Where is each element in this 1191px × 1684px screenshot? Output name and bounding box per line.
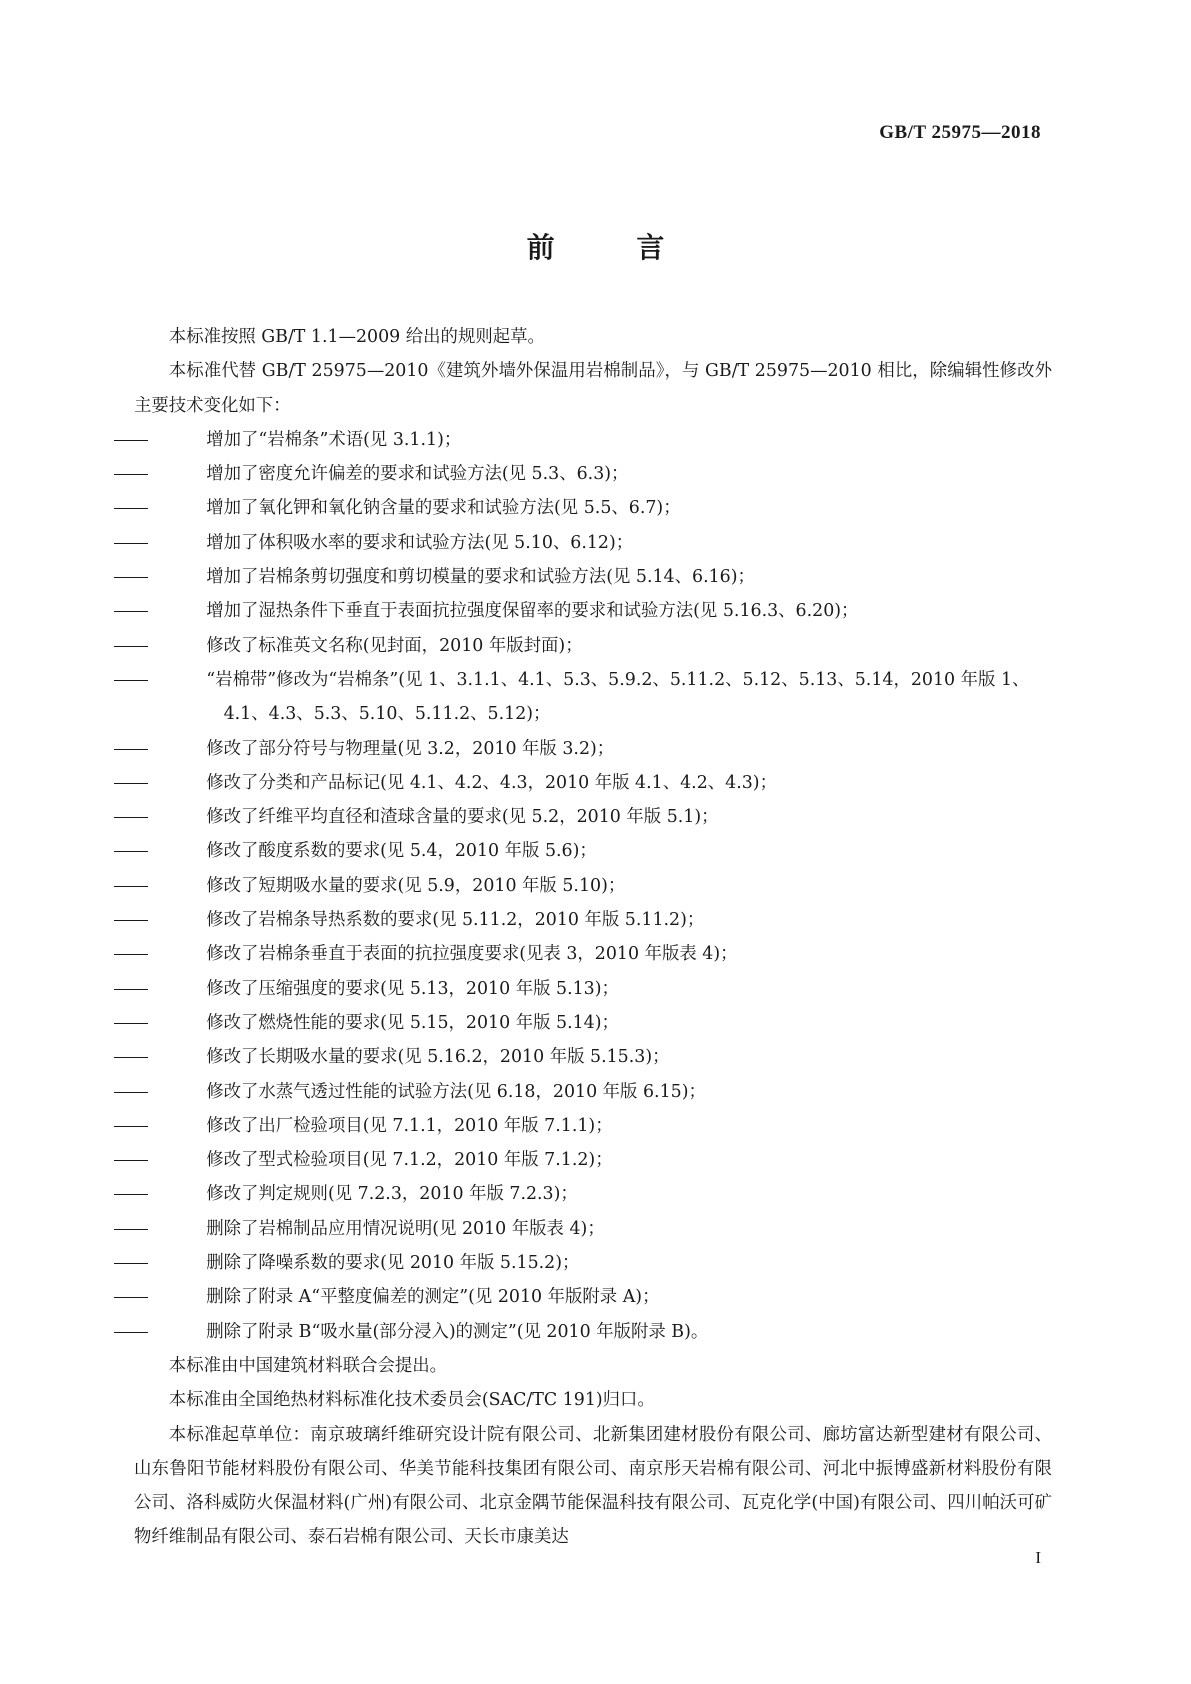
paragraph: 本标准代替 GB/T 25975—2010《建筑外墙外保温用岩棉制品》，与 GB/T 25975—2010 相比，除编辑性修改外主要技术变化如下： — [134, 361, 1052, 416]
dash-marker — [169, 1246, 206, 1280]
dash-marker — [169, 1109, 206, 1143]
dash-marker — [169, 1006, 206, 1040]
page-title: 前 言 — [526, 231, 701, 264]
dash-marker — [169, 457, 206, 491]
list-item: 修改了岩棉条导热系数的要求(见 5.11.2，2010 年版 5.11.2)； — [169, 903, 1052, 937]
list-item: 修改了燃烧性能的要求(见 5.15，2010 年版 5.14)； — [169, 1006, 1052, 1040]
list-item: 增加了体积吸水率的要求和试验方法(见 5.10、6.12)； — [169, 526, 1052, 560]
dash-marker — [169, 1177, 206, 1211]
list-item: 增加了氧化钾和氧化钠含量的要求和试验方法(见 5.5、6.7)； — [169, 491, 1052, 525]
list-item: 修改了压缩强度的要求(见 5.13，2010 年版 5.13)； — [169, 972, 1052, 1006]
changes-list — [134, 423, 1052, 1349]
list-item: 删除了附录 A“平整度偏差的测定”(见 2010 年版附录 A)； — [169, 1280, 1052, 1314]
dash-marker — [169, 423, 206, 457]
dash-marker — [169, 869, 206, 903]
dash-marker — [169, 629, 206, 663]
paragraph: 本标准由中国建筑材料联合会提出。 — [168, 1355, 448, 1376]
dash-marker — [169, 1040, 206, 1074]
dash-marker — [169, 560, 206, 594]
paragraph: 本标准由全国绝热材料标准化技术委员会(SAC/TC 191)归口。 — [168, 1390, 655, 1411]
dash-marker — [169, 594, 206, 628]
dash-marker — [169, 491, 206, 525]
dash-marker — [169, 1212, 206, 1246]
list-item: 修改了岩棉条垂直于表面的抗拉强度要求(见表 3，2010 年版表 4)； — [169, 937, 1052, 971]
list-item: 修改了酸度系数的要求(见 5.4，2010 年版 5.6)； — [169, 834, 1052, 868]
dash-marker — [169, 1315, 206, 1349]
paragraph: 本标准起草单位：南京玻璃纤维研究设计院有限公司、北新集团建材股份有限公司、廊坊富达新型建材有限公司、山东鲁阳节能材料股份有限公司、华美节能科技集团有限公司、南京彤天岩棉有限公司、河北中振博盛新材料股份有限公司、洛科威防火保温材料(广州)有限公司、北京金隅节能保温科技有限公司、瓦克化学(中国)有限公司、四川帕沃可矿物纤维制品有限公司、泰石岩棉有限公司、天长市康美达 — [134, 1424, 1052, 1548]
dash-marker — [169, 526, 206, 560]
list-item: 修改了型式检验项目(见 7.1.2，2010 年版 7.1.2)； — [169, 1143, 1052, 1177]
list-item: 修改了标准英文名称(见封面，2010 年版封面)； — [169, 629, 1052, 663]
dash-marker — [169, 1075, 206, 1109]
dash-marker — [169, 1280, 206, 1314]
list-item: 修改了长期吸水量的要求(见 5.16.2，2010 年版 5.15.3)； — [169, 1040, 1052, 1074]
list-item: 增加了“岩棉条”术语(见 3.1.1)； — [169, 423, 1052, 457]
dash-marker — [169, 937, 206, 971]
dash-marker — [169, 903, 206, 937]
list-item: 增加了岩棉条剪切强度和剪切模量的要求和试验方法(见 5.14、6.16)； — [169, 560, 1052, 594]
list-item: 删除了附录 B“吸水量(部分浸入)的测定”(见 2010 年版附录 B)。 — [169, 1315, 1052, 1349]
dash-marker — [169, 732, 206, 766]
dash-marker — [169, 766, 206, 800]
list-item: 删除了降噪系数的要求(见 2010 年版 5.15.2)； — [169, 1246, 1052, 1280]
list-item: 删除了岩棉制品应用情况说明(见 2010 年版表 4)； — [169, 1212, 1052, 1246]
standard-code: GB/T 25975—2018 — [879, 122, 1041, 143]
list-item: 修改了水蒸气透过性能的试验方法(见 6.18，2010 年版 6.15)； — [169, 1075, 1052, 1109]
document-body — [134, 320, 1052, 1555]
list-item: 修改了纤维平均直径和渣球含量的要求(见 5.2，2010 年版 5.1)； — [169, 800, 1052, 834]
paragraph: 本标准按照 GB/T 1.1—2009 给出的规则起草。 — [168, 327, 545, 347]
list-item: 修改了判定规则(见 7.2.3，2010 年版 7.2.3)； — [169, 1177, 1052, 1211]
list-item: 修改了部分符号与物理量(见 3.2，2010 年版 3.2)； — [169, 732, 1052, 766]
list-item: 修改了分类和产品标记(见 4.1、4.2、4.3，2010 年版 4.1、4.2、4.3)； — [169, 766, 1052, 800]
page-number: I — [1035, 1548, 1041, 1567]
dash-marker — [169, 1143, 206, 1177]
list-item: 增加了密度允许偏差的要求和试验方法(见 5.3、6.3)； — [169, 457, 1052, 491]
dash-marker — [169, 972, 206, 1006]
list-item: 增加了湿热条件下垂直于表面抗拉强度保留率的要求和试验方法(见 5.16.3、6.20)； — [169, 594, 1052, 628]
list-item: “岩棉带”修改为“岩棉条”(见 1、3.1.1、4.1、5.3、5.9.2、5.11.2、5.12、5.13、5.14，2010 年版 1、4.1、4.3、5.3、5.10、5.11.2、5.12)； — [169, 663, 1052, 732]
dash-marker — [169, 663, 206, 697]
dash-marker — [169, 834, 206, 868]
dash-marker — [169, 800, 206, 834]
list-item: 修改了出厂检验项目(见 7.1.1，2010 年版 7.1.1)； — [169, 1109, 1052, 1143]
list-item: 修改了短期吸水量的要求(见 5.9，2010 年版 5.10)； — [169, 869, 1052, 903]
